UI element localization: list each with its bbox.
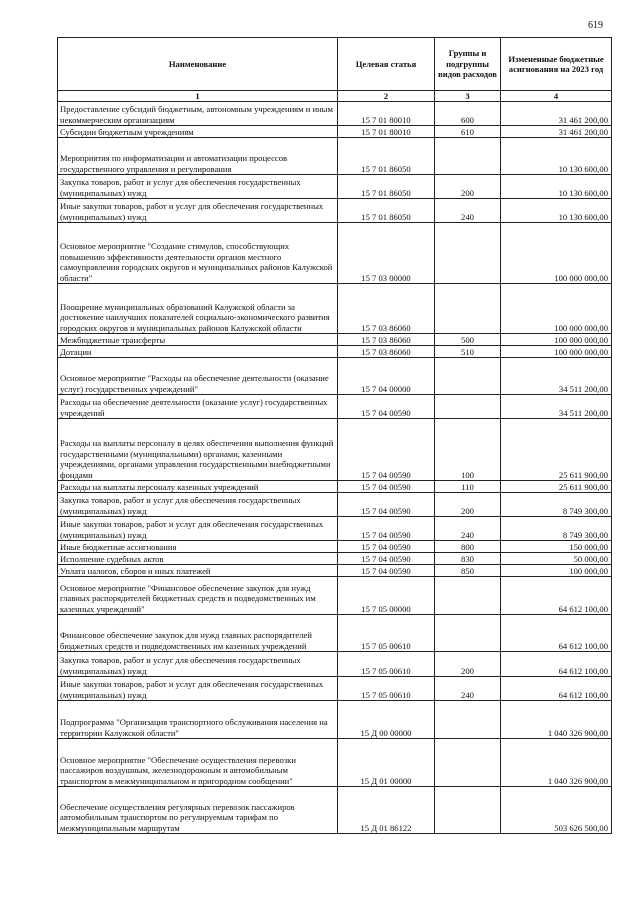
header-amount: Измененные бюджетные асигнования на 2023 год bbox=[501, 38, 612, 91]
row-name: Закупка товаров, работ и услуг для обеспечения государственных (муниципальных) нужд bbox=[58, 493, 338, 517]
row-amount: 100 000 000,00 bbox=[501, 334, 612, 346]
row-amount: 10 130 600,00 bbox=[501, 175, 612, 199]
table-row bbox=[58, 346, 612, 358]
row-expense-group: 610 bbox=[435, 126, 501, 138]
row-target-article: 15 7 01 80010 bbox=[338, 102, 435, 126]
row-name: Расходы на выплаты персоналу в целях обеспечения выполнения функций государственными (муниципальными) органами, казенными учреждениями, органами управления государственными внебюджетными фондами bbox=[58, 419, 338, 481]
row-expense-group: 100 bbox=[435, 419, 501, 481]
row-amount: 25 611 900,00 bbox=[501, 419, 612, 481]
table-row bbox=[58, 102, 612, 126]
row-expense-group bbox=[435, 284, 501, 334]
row-expense-group: 200 bbox=[435, 493, 501, 517]
row-amount: 100 000 000,00 bbox=[501, 284, 612, 334]
row-target-article: 15 Д 01 00000 bbox=[338, 739, 435, 787]
row-name: Подпрограмма "Организация транспортного обслуживания населения на территории Калужской области" bbox=[58, 701, 338, 739]
row-expense-group: 830 bbox=[435, 553, 501, 565]
row-expense-group bbox=[435, 739, 501, 787]
table-row bbox=[58, 739, 612, 787]
table-row bbox=[58, 553, 612, 565]
row-target-article: 15 7 01 80010 bbox=[338, 126, 435, 138]
row-name: Иные закупки товаров, работ и услуг для обеспечения государственных (муниципальных) нужд bbox=[58, 199, 338, 223]
row-expense-group: 200 bbox=[435, 652, 501, 677]
row-amount: 34 511 200,00 bbox=[501, 395, 612, 419]
row-target-article: 15 7 03 86060 bbox=[338, 284, 435, 334]
row-expense-group bbox=[435, 787, 501, 834]
row-target-article: 15 7 01 86050 bbox=[338, 138, 435, 175]
row-amount: 25 611 900,00 bbox=[501, 481, 612, 493]
row-amount: 64 612 100,00 bbox=[501, 615, 612, 652]
table-row bbox=[58, 493, 612, 517]
row-expense-group: 800 bbox=[435, 541, 501, 553]
table-row bbox=[58, 517, 612, 541]
row-expense-group bbox=[435, 138, 501, 175]
table-row bbox=[58, 652, 612, 677]
row-amount: 100 000 000,00 bbox=[501, 346, 612, 358]
column-number: 4 bbox=[501, 91, 612, 102]
row-name: Основное мероприятие "Создание стимулов, способствующих повышению эффективности деятельности органов местного самоуправления городских округов и муниципальных районов Калужской области" bbox=[58, 223, 338, 284]
header-target-article: Целевая статья bbox=[338, 38, 435, 91]
row-name: Закупка товаров, работ и услуг для обеспечения государственных (муниципальных) нужд bbox=[58, 652, 338, 677]
table-row bbox=[58, 284, 612, 334]
table-row bbox=[58, 677, 612, 701]
row-name: Основное мероприятие "Финансовое обеспечение закупок для нужд главных распорядителей бюджетных средств и подведомственных им казенных учреждений" bbox=[58, 577, 338, 615]
row-name: Закупка товаров, работ и услуг для обеспечения государственных (муниципальных) нужд bbox=[58, 175, 338, 199]
table-row bbox=[58, 138, 612, 175]
page-number: 619 bbox=[588, 20, 603, 31]
row-amount: 34 511 200,00 bbox=[501, 358, 612, 395]
row-expense-group bbox=[435, 615, 501, 652]
row-amount: 1 040 326 900,00 bbox=[501, 739, 612, 787]
table-row bbox=[58, 701, 612, 739]
row-name: Расходы на выплаты персоналу казенных учреждений bbox=[58, 481, 338, 493]
table-row bbox=[58, 577, 612, 615]
row-expense-group: 240 bbox=[435, 677, 501, 701]
row-amount: 31 461 200,00 bbox=[501, 126, 612, 138]
row-target-article: 15 7 03 86060 bbox=[338, 346, 435, 358]
table-row bbox=[58, 126, 612, 138]
table-row bbox=[58, 419, 612, 481]
row-name: Дотации bbox=[58, 346, 338, 358]
row-expense-group: 510 bbox=[435, 346, 501, 358]
table-row bbox=[58, 334, 612, 346]
row-expense-group: 110 bbox=[435, 481, 501, 493]
row-expense-group: 240 bbox=[435, 199, 501, 223]
column-number: 1 bbox=[58, 91, 338, 102]
row-name: Иные бюджетные ассигнования bbox=[58, 541, 338, 553]
column-number: 2 bbox=[338, 91, 435, 102]
row-name: Основное мероприятие "Обеспечение осуществления перевозки пассажиров воздушным, железнодорожным и автомобильным транспортом в межмуниципальном и пригородном сообщении" bbox=[58, 739, 338, 787]
row-target-article: 15 Д 01 86122 bbox=[338, 787, 435, 834]
row-name: Иные закупки товаров, работ и услуг для обеспечения государственных (муниципальных) нужд bbox=[58, 677, 338, 701]
row-target-article: 15 7 01 86050 bbox=[338, 175, 435, 199]
row-name: Мероприятия по информатизации и автоматизации процессов государственного управления и регулирования bbox=[58, 138, 338, 175]
row-name: Исполнение судебных актов bbox=[58, 553, 338, 565]
row-amount: 10 130 600,00 bbox=[501, 199, 612, 223]
row-expense-group bbox=[435, 395, 501, 419]
row-target-article: 15 7 05 00610 bbox=[338, 652, 435, 677]
table-row bbox=[58, 787, 612, 834]
row-expense-group: 240 bbox=[435, 517, 501, 541]
row-target-article: 15 7 03 86060 bbox=[338, 334, 435, 346]
row-target-article: 15 Д 00 00000 bbox=[338, 701, 435, 739]
row-target-article: 15 7 01 86050 bbox=[338, 199, 435, 223]
row-target-article: 15 7 03 00000 bbox=[338, 223, 435, 284]
row-amount: 64 612 100,00 bbox=[501, 652, 612, 677]
table-row bbox=[58, 358, 612, 395]
row-amount: 1 040 326 900,00 bbox=[501, 701, 612, 739]
row-expense-group: 850 bbox=[435, 565, 501, 577]
row-amount: 64 612 100,00 bbox=[501, 677, 612, 701]
row-name: Иные закупки товаров, работ и услуг для обеспечения государственных (муниципальных) нужд bbox=[58, 517, 338, 541]
row-expense-group bbox=[435, 358, 501, 395]
row-name: Расходы на обеспечение деятельности (оказание услуг) государственных учреждений bbox=[58, 395, 338, 419]
row-target-article: 15 7 05 00610 bbox=[338, 615, 435, 652]
header-expense-groups: Группы и подгруппы видов расходов bbox=[435, 38, 501, 91]
row-expense-group: 200 bbox=[435, 175, 501, 199]
row-expense-group: 600 bbox=[435, 102, 501, 126]
row-amount: 10 130 600,00 bbox=[501, 138, 612, 175]
row-target-article: 15 7 04 00590 bbox=[338, 565, 435, 577]
row-name: Субсидии бюджетным учреждениям bbox=[58, 126, 338, 138]
row-target-article: 15 7 04 00590 bbox=[338, 553, 435, 565]
row-amount: 8 749 300,00 bbox=[501, 493, 612, 517]
row-name: Предоставление субсидий бюджетным, автономным учреждениям и иным некоммерческим организациям bbox=[58, 102, 338, 126]
row-amount: 100 000,00 bbox=[501, 565, 612, 577]
row-name: Основное мероприятие "Расходы на обеспечение деятельности (оказание услуг) государственных учреждений" bbox=[58, 358, 338, 395]
row-target-article: 15 7 05 00610 bbox=[338, 677, 435, 701]
row-amount: 503 626 500,00 bbox=[501, 787, 612, 834]
table-row bbox=[58, 395, 612, 419]
row-target-article: 15 7 04 00000 bbox=[338, 358, 435, 395]
table-row bbox=[58, 565, 612, 577]
row-amount: 31 461 200,00 bbox=[501, 102, 612, 126]
row-amount: 150 000,00 bbox=[501, 541, 612, 553]
row-target-article: 15 7 04 00590 bbox=[338, 541, 435, 553]
row-name: Уплата налогов, сборов и иных платежей bbox=[58, 565, 338, 577]
row-target-article: 15 7 04 00590 bbox=[338, 481, 435, 493]
row-expense-group: 500 bbox=[435, 334, 501, 346]
row-target-article: 15 7 05 00000 bbox=[338, 577, 435, 615]
table-row bbox=[58, 541, 612, 553]
row-name: Поощрение муниципальных образований Калужской области за достижение наилучших показателей социально-экономического развития городских округов и муниципальных районов Калужской области bbox=[58, 284, 338, 334]
row-expense-group bbox=[435, 577, 501, 615]
table-row bbox=[58, 615, 612, 652]
row-expense-group bbox=[435, 701, 501, 739]
table-row bbox=[58, 175, 612, 199]
row-amount: 50 000,00 bbox=[501, 553, 612, 565]
row-amount: 8 749 300,00 bbox=[501, 517, 612, 541]
budget-table bbox=[57, 37, 612, 834]
row-target-article: 15 7 04 00590 bbox=[338, 419, 435, 481]
row-name: Межбюджетные трансферты bbox=[58, 334, 338, 346]
header-name: Наименование bbox=[58, 38, 338, 91]
row-name: Финансовое обеспечение закупок для нужд главных распорядителей бюджетных средств и подведомственных им казенных учреждений bbox=[58, 615, 338, 652]
row-target-article: 15 7 04 00590 bbox=[338, 395, 435, 419]
row-expense-group bbox=[435, 223, 501, 284]
row-amount: 64 612 100,00 bbox=[501, 577, 612, 615]
column-number: 3 bbox=[435, 91, 501, 102]
table-row bbox=[58, 481, 612, 493]
table-row bbox=[58, 199, 612, 223]
row-target-article: 15 7 04 00590 bbox=[338, 493, 435, 517]
row-target-article: 15 7 04 00590 bbox=[338, 517, 435, 541]
table-row bbox=[58, 223, 612, 284]
row-name: Обеспечение осуществления регулярных перевозок пассажиров автомобильным транспортом по регулируемым тарифам по межмуниципальным маршрутам bbox=[58, 787, 338, 834]
row-amount: 100 000 000,00 bbox=[501, 223, 612, 284]
